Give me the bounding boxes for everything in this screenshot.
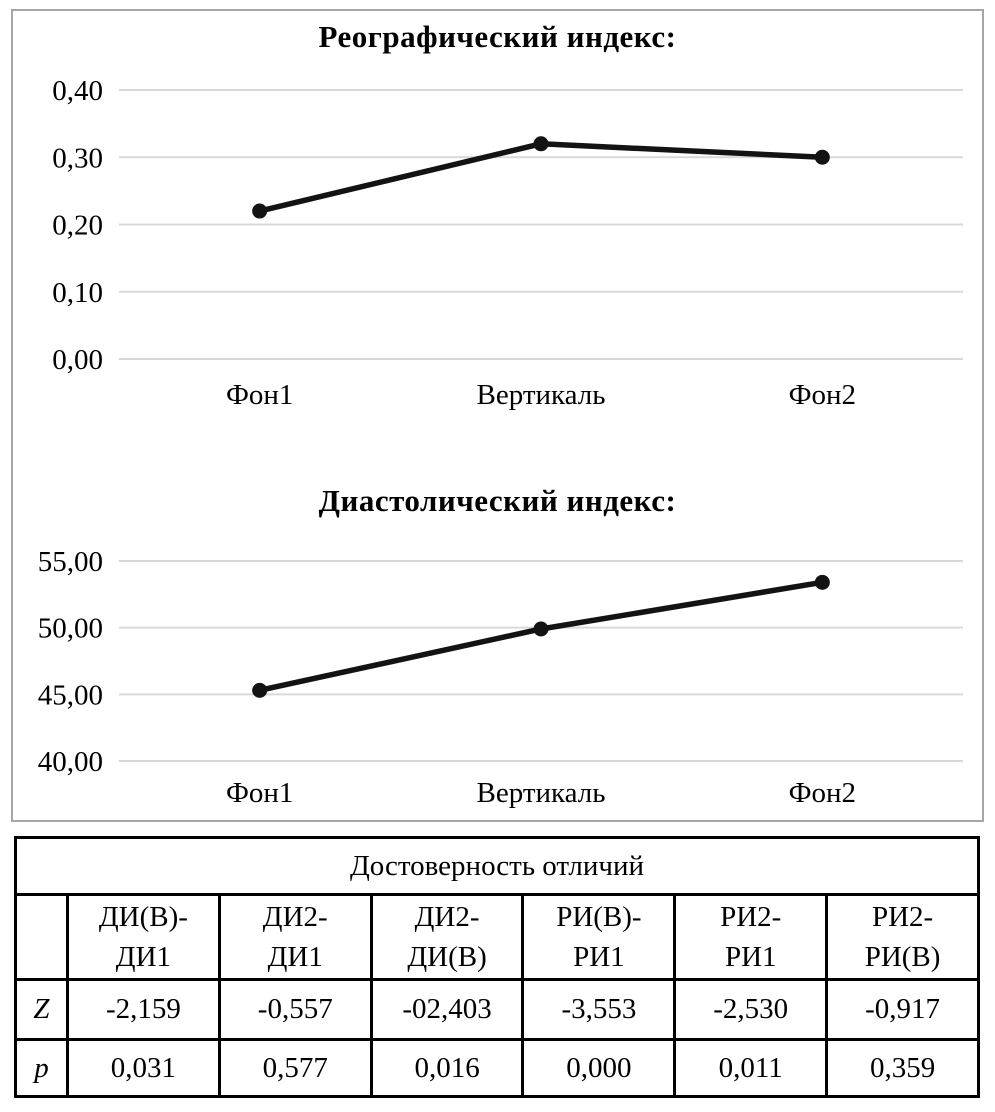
y-tick-label: 0,10	[52, 276, 103, 309]
chart-rheographic-index	[13, 11, 982, 471]
x-category-label: Фон2	[788, 777, 857, 809]
table-row-p	[16, 1040, 979, 1097]
table-cell: 0,000	[523, 1040, 675, 1097]
table-row-z	[16, 980, 979, 1040]
column-header	[371, 895, 523, 980]
column-header-line2: РИ(В)	[864, 941, 941, 973]
row-label-p: p	[16, 1040, 68, 1097]
table-cell: 0,016	[371, 1040, 523, 1097]
x-category-label: Фон1	[225, 777, 294, 809]
column-header-line2: ДИ(В)	[407, 941, 487, 973]
column-header-line1: РИ(В)-	[556, 900, 642, 933]
y-tick-label: 40,00	[37, 746, 103, 778]
y-tick-label: 45,00	[37, 679, 103, 712]
y-tick-label: 0,00	[52, 344, 103, 376]
x-category-label: Фон2	[788, 379, 857, 411]
table-cell: 0,031	[68, 1040, 220, 1097]
charts-panel	[11, 9, 984, 822]
table-cell: -02,403	[371, 980, 523, 1040]
column-header-line2: РИ1	[573, 941, 625, 973]
significance-table	[14, 836, 980, 1098]
y-tick-label: 0,30	[52, 142, 103, 175]
column-header-line1: РИ2-	[720, 900, 782, 933]
table-cell: -0,917	[827, 980, 979, 1040]
column-header	[68, 895, 220, 980]
line-chart-canvas	[13, 11, 982, 471]
column-header-line1: ДИ2-	[262, 900, 328, 933]
x-category-label: Вертикаль	[476, 777, 606, 809]
y-tick-label: 0,40	[52, 75, 103, 107]
column-header-line2: РИ1	[724, 941, 777, 973]
data-point-marker	[815, 150, 830, 165]
column-header	[675, 895, 827, 980]
table-title-row	[16, 838, 979, 895]
column-header-line1: ДИ2-	[414, 900, 480, 933]
column-header-line1: РИ2-	[871, 900, 934, 933]
data-point-marker	[252, 204, 267, 219]
data-point-marker	[534, 136, 549, 151]
row-label-z: Z	[16, 980, 68, 1040]
table-cell: -2,159	[68, 980, 220, 1040]
table-cell: 0,577	[219, 1040, 371, 1097]
x-category-label: Фон1	[225, 379, 294, 411]
table-cell: -2,530	[675, 980, 827, 1040]
column-header	[219, 895, 371, 980]
table-cell: 0,011	[675, 1040, 827, 1097]
y-tick-label: 50,00	[37, 612, 103, 645]
chart-diastolic-index	[13, 471, 982, 820]
y-tick-label: 55,00	[37, 546, 103, 578]
column-header-line1: ДИ(В)-	[98, 900, 188, 933]
line-chart-canvas	[13, 471, 982, 820]
table-cell: 0,359	[827, 1040, 979, 1097]
table-title: Достоверность отличий	[16, 838, 979, 895]
column-header	[523, 895, 675, 980]
chart-title: Реографический индекс:	[318, 19, 677, 54]
chart-title: Диастолический индекс:	[318, 483, 677, 518]
data-point-marker	[534, 622, 549, 637]
data-point-marker	[252, 683, 267, 698]
x-category-label: Вертикаль	[476, 379, 606, 411]
table-cell: -0,557	[219, 980, 371, 1040]
column-header-line2: ДИ1	[267, 941, 323, 973]
data-series-line	[260, 144, 823, 211]
column-header	[827, 895, 979, 980]
table-header-row	[16, 895, 979, 980]
column-header-line2: ДИ1	[115, 941, 172, 973]
table-cell: -3,553	[523, 980, 675, 1040]
y-tick-label: 0,20	[52, 209, 103, 242]
table-corner-cell	[16, 895, 68, 980]
data-point-marker	[815, 575, 830, 590]
